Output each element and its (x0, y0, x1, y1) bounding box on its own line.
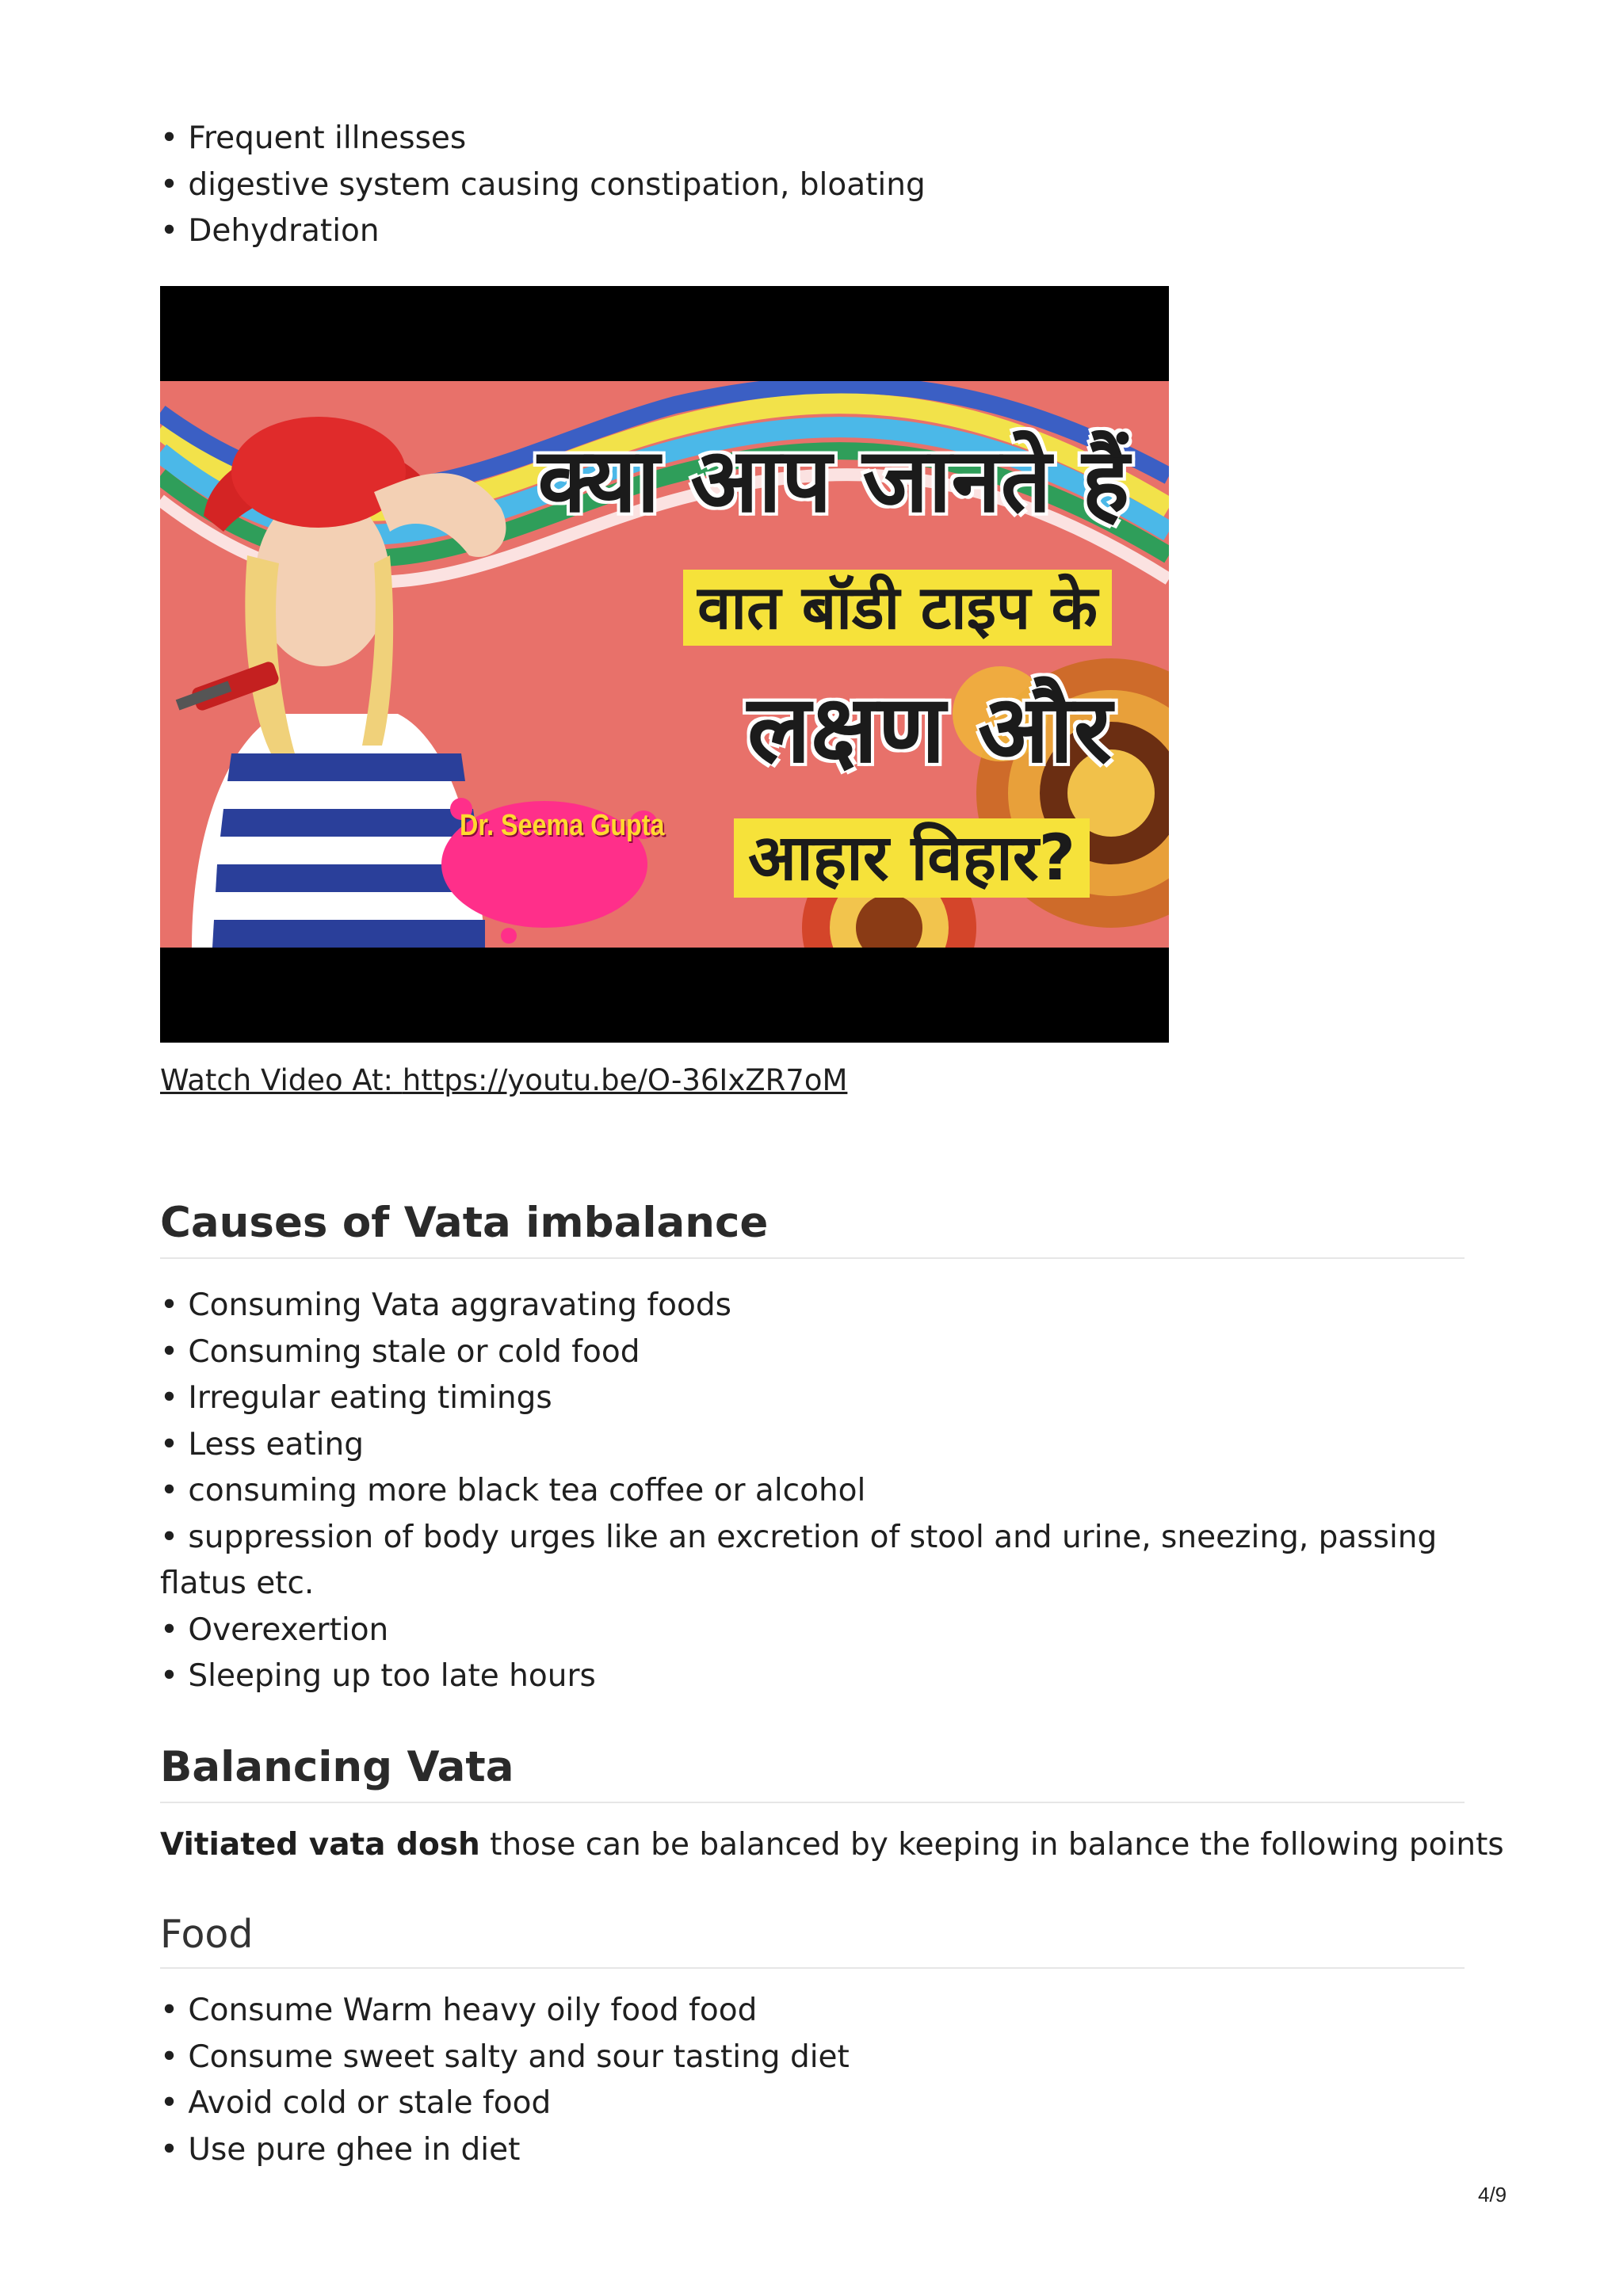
video-link-url: https://youtu.be/O-36IxZR7oM (402, 1063, 848, 1097)
causes-list (160, 1283, 1465, 1700)
thumbnail-title-line-4: आहार विहार? (734, 818, 1090, 898)
list-item: • Overexertion (160, 1608, 1465, 1654)
list-item: • Consuming Vata aggravating foods (160, 1283, 1465, 1329)
list-item: • Frequent illnesses (160, 116, 926, 162)
section-heading-balancing: Balancing Vata (160, 1745, 1465, 1803)
list-item: • Irregular eating timings (160, 1375, 1465, 1422)
video-link-label: Watch Video At: (160, 1063, 394, 1097)
video-thumbnail[interactable] (160, 286, 1169, 1043)
list-item: • Dehydration (160, 208, 926, 255)
intro-bold-term: Vitiated vata dosh (160, 1827, 480, 1863)
thumbnail-title-line-3: लक्षण और (747, 674, 1112, 784)
list-item: • Use pure ghee in diet (160, 2127, 850, 2174)
list-item: • consuming more black tea coffee or alcohol (160, 1468, 1465, 1515)
balancing-intro-paragraph (160, 1827, 1504, 1863)
list-item: • suppression of body urges like an excretion of stool and urine, sneezing, passing flatus etc. (160, 1515, 1465, 1608)
subsection-heading-food: Food (160, 1913, 1465, 1969)
list-item: • Avoid cold or stale food (160, 2081, 850, 2127)
page-number: 4/9 (1478, 2183, 1507, 2206)
list-item: • Less eating (160, 1422, 1465, 1469)
list-item: • Consume Warm heavy oily food food (160, 1988, 850, 2035)
thumbnail-title-line-1: क्या आप जानते हैं (537, 429, 1129, 532)
doctor-name-label: Dr. Seema Gupta (460, 809, 665, 842)
video-link[interactable] (160, 1063, 847, 1097)
section-heading-causes: Causes of Vata imbalance (160, 1200, 1465, 1259)
thumbnail-title-line-2: वात बॉडी टाइप के (683, 570, 1112, 646)
list-item: • Consuming stale or cold food (160, 1329, 1465, 1376)
intro-text: those can be balanced by keeping in balance the following points (479, 1827, 1504, 1863)
food-list (160, 1988, 850, 2173)
list-item: • Sleeping up too late hours (160, 1653, 1465, 1700)
list-item: • digestive system causing constipation, bloating (160, 162, 926, 209)
list-item: • Consume sweet salty and sour tasting diet (160, 2035, 850, 2081)
symptoms-list (160, 116, 926, 255)
